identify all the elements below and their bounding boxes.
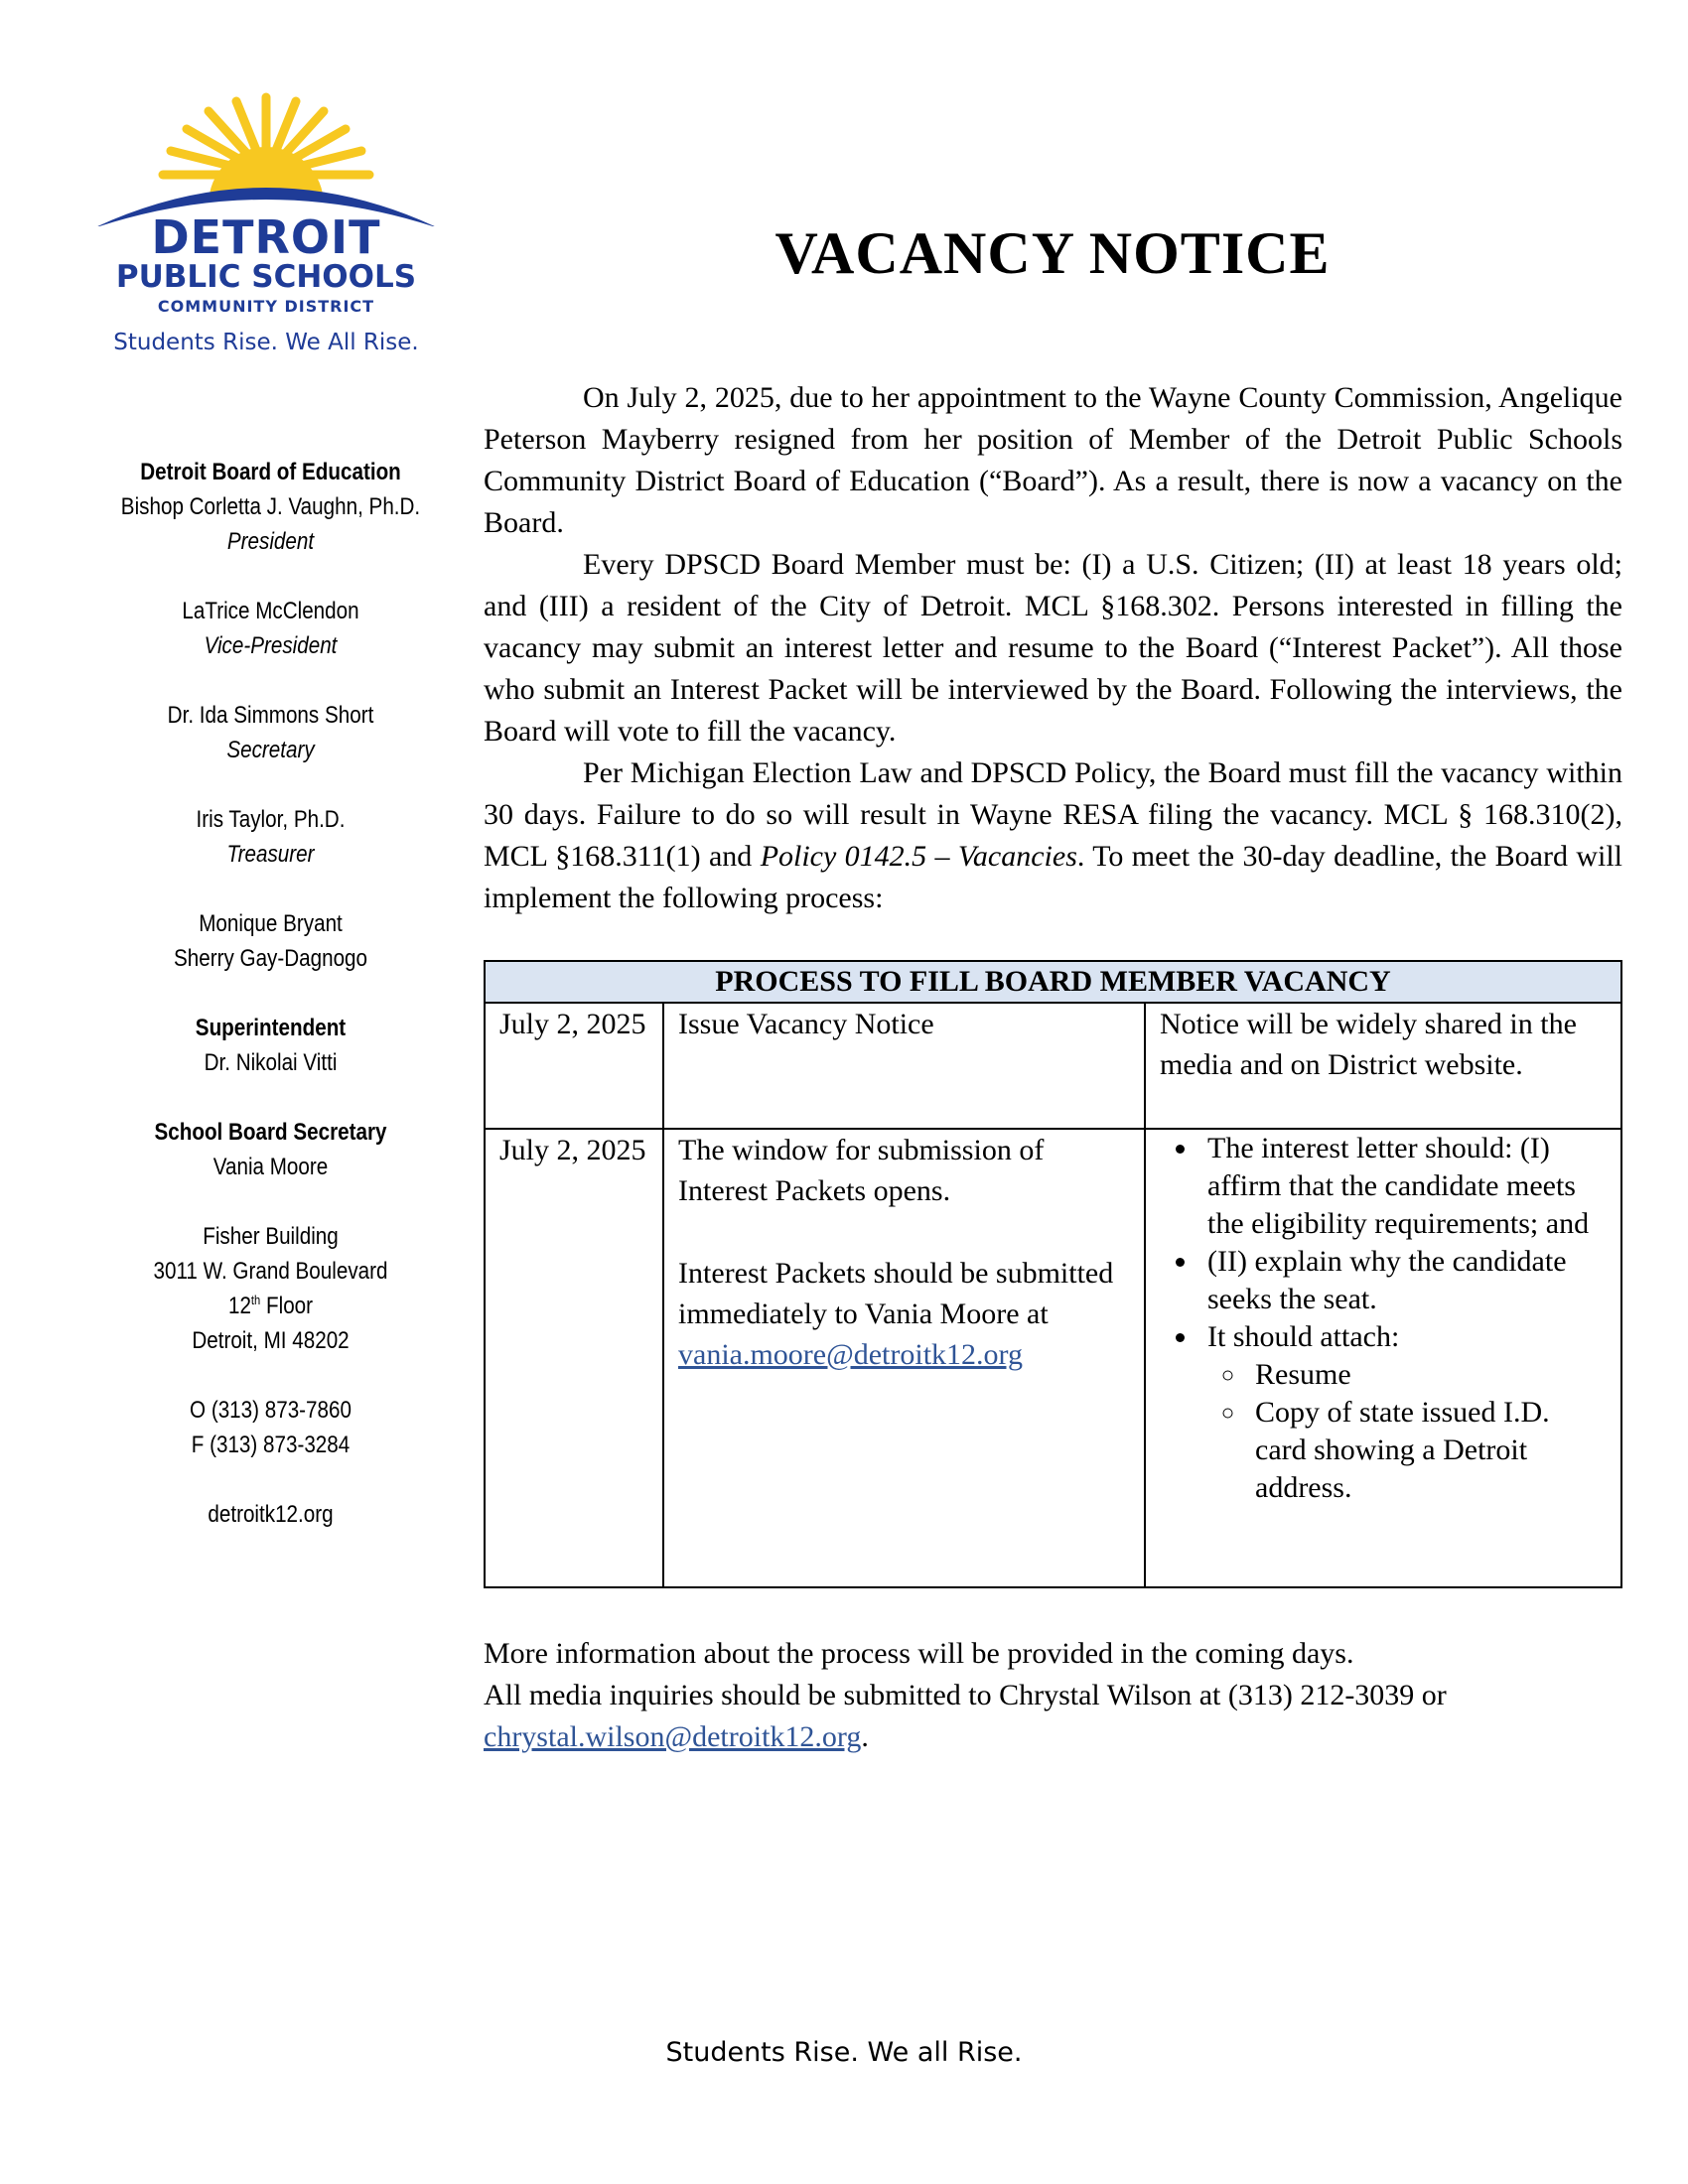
vania-email-link[interactable]: vania.moore@detroitk12.org <box>678 1338 1023 1371</box>
address-building: Fisher Building <box>203 1223 339 1250</box>
notice-body <box>484 377 1622 919</box>
member-name: LaTrice McClendon <box>182 598 359 624</box>
list-item: • The interest letter should: (I) affirm that the candidate meets the eligibility requirements; and <box>1199 1130 1607 1243</box>
member-name: Iris Taylor, Ph.D. <box>196 806 346 833</box>
superintendent-heading: Superintendent <box>195 1015 347 1041</box>
secretary-name: Vania Moore <box>212 1154 329 1180</box>
page-title: VACANCY NOTICE <box>774 220 1331 286</box>
list-item: ◦ Copy of state issued I.D. card showing a Detroit address. <box>1247 1394 1607 1507</box>
paragraph-1: On July 2, 2025, due to her appointment to the Wayne County Commission, Angelique Peterson Mayberry resigned from her position of Member of the Detroit Public Schools Community District Board of Education (“Board”). As a result, there is now a vacancy on the Board. <box>484 381 1622 539</box>
list-item: • It should attach: ◦ Resume ◦ Copy of state issued I.D. card showing a Detroit address. <box>1199 1318 1607 1507</box>
address-floor: 12th Floor <box>227 1293 314 1319</box>
address-block <box>115 1219 427 1358</box>
list-item: ◦ Resume <box>1247 1356 1607 1394</box>
superintendent-block <box>115 1011 427 1080</box>
row-date: July 2, 2025 <box>485 1003 663 1129</box>
member-name: Bishop Corletta J. Vaughn, Ph.D. <box>120 493 421 520</box>
row-action: Issue Vacancy Notice <box>663 1003 1145 1129</box>
contact-block <box>115 1393 427 1462</box>
process-table <box>484 960 1622 1588</box>
table-heading: PROCESS TO FILL BOARD MEMBER VACANCY <box>485 961 1621 1003</box>
row-notes <box>1145 1129 1621 1587</box>
district-logo <box>87 87 445 365</box>
closing-line-2: All media inquiries should be submitted to Chrystal Wilson at (313) 212-3039 or chrystal.wilson@detroitk12.org. <box>484 1679 1447 1753</box>
logo-tagline: Students Rise. We All Rise. <box>113 330 419 355</box>
action-text-1: The window for submission of Interest Packets opens. <box>678 1134 1045 1207</box>
member-role: President <box>226 528 315 555</box>
member-role: Vice-President <box>204 632 338 659</box>
member-name: Dr. Ida Simmons Short <box>167 702 374 729</box>
requirements-list <box>1160 1130 1607 1507</box>
member-block <box>115 802 427 872</box>
member-role: Secretary <box>226 737 315 763</box>
fax-number: F (313) 873-3284 <box>191 1432 351 1458</box>
table-row <box>485 1129 1621 1587</box>
paragraph-2: Every DPSCD Board Member must be: (I) a U.S. Citizen; (II) at least 18 years old; and (III) a resident of the City of Detroit. MCL §168.302. Persons interested in filling the vacancy may submit an interest letter and resume to the Board (“Interest Packet”). All those who submit an Interest Packet will be interviewed by the Board. Following the interviews, the Board will vote to fill the vacancy. <box>484 548 1622 748</box>
member-name: Sherry Gay-Dagnogo <box>173 945 368 972</box>
list-item: • (II) explain why the candidate seeks the seat. <box>1199 1243 1607 1318</box>
secretary-heading: School Board Secretary <box>154 1119 387 1146</box>
table-row <box>485 1003 1621 1129</box>
member-name: Monique Bryant <box>199 910 343 937</box>
address-street: 3011 W. Grand Boulevard <box>153 1258 388 1285</box>
superintendent-name: Dr. Nikolai Vitti <box>204 1049 338 1076</box>
closing-text <box>484 1633 1622 1758</box>
address-city: Detroit, MI 48202 <box>192 1327 350 1354</box>
chrystal-email-link[interactable]: chrystal.wilson@detroitk12.org <box>484 1720 862 1753</box>
website-link[interactable]: detroitk12.org <box>208 1501 334 1528</box>
website-block <box>115 1497 427 1532</box>
action-text-2: Interest Packets should be submitted immediately to Vania Moore at <box>678 1257 1114 1330</box>
policy-reference: Policy 0142.5 – Vacancies <box>760 840 1077 873</box>
logo-line-public-schools: PUBLIC SCHOOLS <box>115 259 417 295</box>
closing-line-1: More information about the process will be provided in the coming days. <box>484 1637 1354 1670</box>
board-block <box>115 455 427 559</box>
member-role: Treasurer <box>226 841 315 868</box>
logo-line-detroit: DETROIT <box>151 210 381 264</box>
other-members-block <box>115 906 427 976</box>
member-block <box>115 594 427 663</box>
footer-tagline: Students Rise. We all Rise. <box>665 2037 1023 2068</box>
row-action <box>663 1129 1145 1587</box>
row-notes: Notice will be widely shared in the media and on District website. <box>1145 1003 1621 1129</box>
sun-arc-icon <box>87 87 445 226</box>
board-sidebar <box>115 455 427 1567</box>
paragraph-3: Per Michigan Election Law and DPSCD Policy, the Board must fill the vacancy within 30 days. Failure to do so will result in Wayne RESA filing the vacancy. MCL § 168.310(2), MCL §168.311(1) and Policy 0142.5 – Vacancies. To meet the 30-day deadline, the Board will implement the following process: <box>484 756 1622 914</box>
secretary-block <box>115 1115 427 1184</box>
phone-number: O (313) 873-7860 <box>190 1397 352 1424</box>
member-block <box>115 698 427 767</box>
row-date: July 2, 2025 <box>485 1129 663 1587</box>
attachments-list <box>1207 1356 1607 1507</box>
logo-line-community-district: COMMUNITY DISTRICT <box>157 297 375 316</box>
board-heading: Detroit Board of Education <box>140 459 401 485</box>
